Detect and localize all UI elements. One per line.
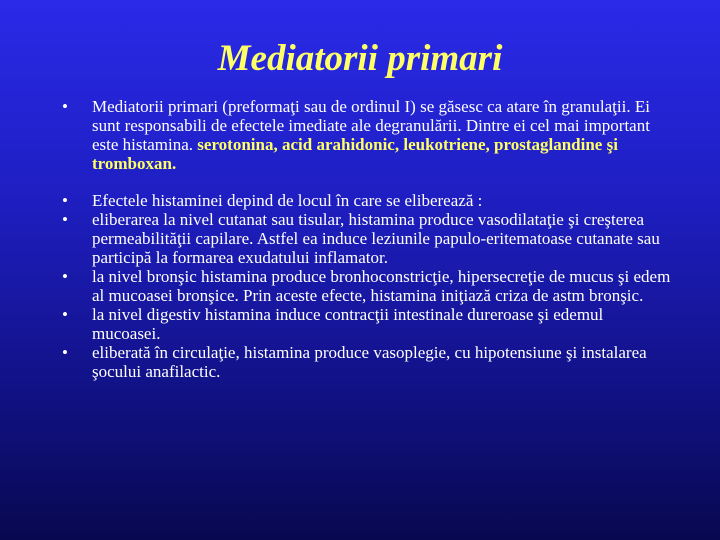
slide-title: Mediatorii primari bbox=[217, 37, 503, 79]
bullet-icon: • bbox=[62, 343, 68, 362]
bullet-list bbox=[62, 97, 674, 381]
bullet-item-digestive bbox=[62, 305, 674, 343]
bullet-icon: • bbox=[62, 210, 68, 229]
bullet-icon: • bbox=[62, 305, 68, 324]
bullet-item-cutaneous bbox=[62, 210, 674, 267]
intro-highlight-end: . bbox=[171, 154, 177, 173]
bullet-icon: • bbox=[62, 191, 68, 210]
bullet-item-bronchial bbox=[62, 267, 674, 305]
bullet-item-circulation bbox=[62, 343, 674, 381]
bullet-text: eliberarea la nivel cutanat sau tisular, histamina produce vasodilataţie şi creşterea permeabilităţii capilare. Astfel ea induce leziunile papulo-eritematoase cutanate sau participă la formarea exudatului inflamator. bbox=[92, 210, 660, 267]
bullet-icon: • bbox=[62, 97, 68, 116]
bullet-item-intro bbox=[62, 97, 674, 173]
bullet-icon: • bbox=[62, 267, 68, 286]
bullet-item-effects bbox=[62, 191, 674, 210]
bullet-text: la nivel digestiv histamina induce contracţii intestinale dureroase şi edemul mucoasei. bbox=[92, 305, 604, 343]
bullet-text: eliberată în circulaţie, histamina produce vasoplegie, cu hipotensiune şi instalarea şocului anafilactic. bbox=[92, 343, 647, 381]
intro-highlight: serotonina, acid arahidonic, leukotriene, prostaglandine şi tromboxan bbox=[92, 135, 618, 173]
bullet-text: la nivel bronşic histamina produce bronhoconstricţie, hipersecreţie de mucus şi edem al mucoasei bronşice. Prin aceste efecte, histamina iniţiază criza de astm bronşic. bbox=[92, 267, 671, 305]
intro-text: Mediatorii primari (preformaţi sau de ordinul I) se găsesc ca atare în granulaţii. Ei sunt responsabili de efectele imediate ale degranulării. Dintre ei cel mai important este histamina. bbox=[92, 97, 650, 154]
bullet-text: Efectele histaminei depind de locul în care se eliberează : bbox=[92, 191, 483, 210]
